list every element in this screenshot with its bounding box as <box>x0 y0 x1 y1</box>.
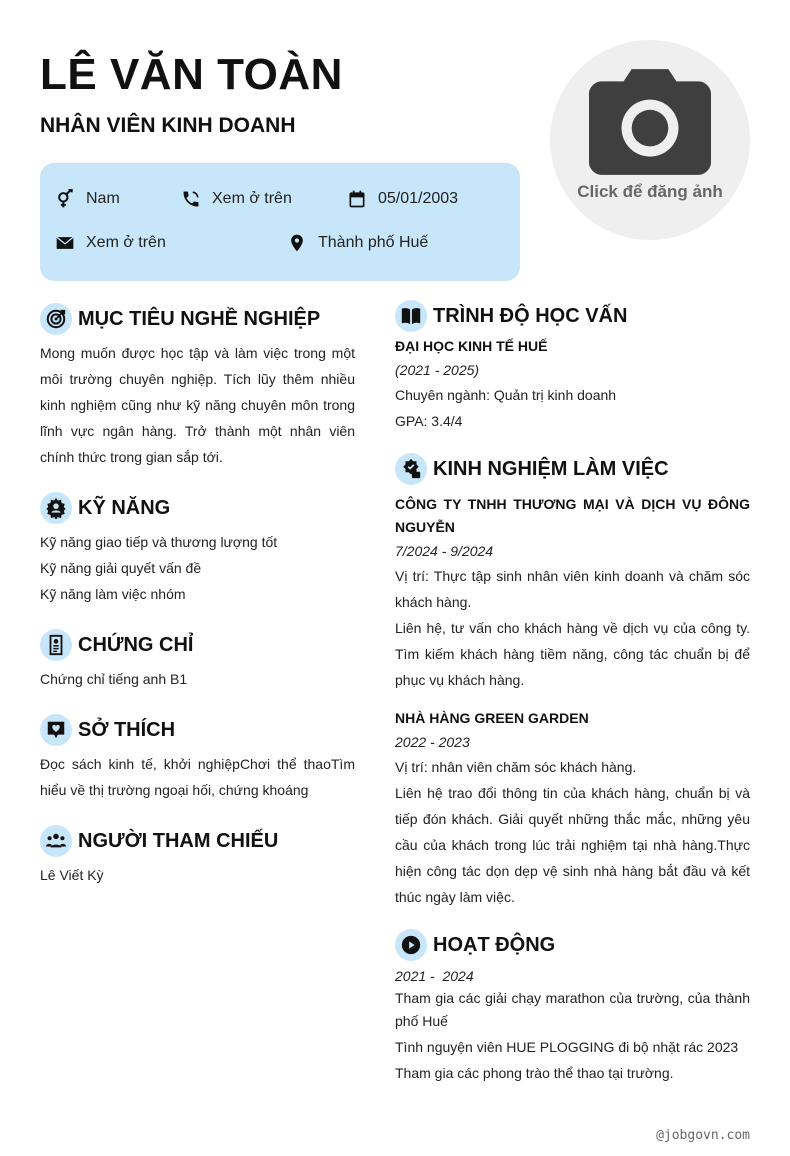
references-heading <box>40 825 278 857</box>
photo-upload-placeholder[interactable] <box>550 40 750 240</box>
job-company: CÔNG TY TNHH THƯƠNG MẠI VÀ DỊCH VỤ ĐÔNG NGUYỄN <box>395 496 750 535</box>
activities-title: HOẠT ĐỘNG <box>433 933 556 956</box>
activities-period: 2021 - 2024 <box>395 968 474 984</box>
play-icon <box>395 929 427 961</box>
activities-heading <box>395 929 555 961</box>
address-value: Thành phố Huế <box>318 234 429 251</box>
phone-icon <box>180 188 202 210</box>
reference-item: Lê Viết Kỳ <box>40 867 104 883</box>
activity-item: Tình nguyện viên HUE PLOGGING đi bộ nhặt rác 2023 <box>395 1039 739 1055</box>
contact-address <box>286 232 428 254</box>
photo-upload-label[interactable]: Click để đăng ảnh <box>577 182 723 201</box>
calendar-icon <box>346 188 368 210</box>
location-pin-icon <box>286 232 308 254</box>
badge-briefcase-icon <box>395 453 427 485</box>
activity-item: Tham gia các giải chạy marathon của trường, của thành phố Huế <box>395 990 750 1029</box>
candidate-name: LÊ VĂN TOÀN <box>40 50 343 99</box>
certificates-title: CHỨNG CHỈ <box>78 633 194 656</box>
education-major: Chuyên ngành: Quản trị kinh doanh <box>395 387 617 403</box>
education-school: ĐẠI HỌC KINH TẾ HUẾ <box>395 338 548 354</box>
heart-message-icon <box>40 714 72 746</box>
hobbies-title: SỞ THÍCH <box>78 718 176 741</box>
hobbies-text: Đọc sách kinh tế, khởi nghiệpChơi thể thaoTìm hiểu về thị trường ngoại hối, chứng khoáng <box>40 756 355 798</box>
skill-item: Kỹ năng giải quyết vấn đề <box>40 560 202 576</box>
phone-value: Xem ở trên <box>212 190 292 207</box>
objective-text: Mong muốn được học tập và làm việc trong một môi trường chuyên nghiệp. Tích lũy thêm nhiều kinh nghiệm cũng như kỹ năng chuyên môn trong lĩnh vực ngân hàng. Trở thành một nhân viên chính thức trong gian sắp tới. <box>40 345 355 465</box>
objective-title: MỤC TIÊU NGHỀ NGHIỆP <box>78 307 321 330</box>
email-value: Xem ở trên <box>86 234 166 251</box>
certificate-icon <box>40 629 72 661</box>
education-heading <box>395 300 627 332</box>
references-title: NGƯỜI THAM CHIẾU <box>78 829 279 852</box>
job-company: NHÀ HÀNG GREEN GARDEN <box>395 710 589 726</box>
gear-person-icon <box>40 492 72 524</box>
contact-phone <box>180 188 292 210</box>
people-icon <box>40 825 72 857</box>
certificate-item: Chứng chỉ tiếng anh B1 <box>40 671 188 687</box>
education-gpa: GPA: 3.4/4 <box>395 413 463 429</box>
footer-watermark: @jobgovn.com <box>656 1128 750 1143</box>
education-title: TRÌNH ĐỘ HỌC VẤN <box>433 304 628 327</box>
gender-icon <box>54 188 76 210</box>
objective-heading <box>40 303 320 335</box>
education-period: (2021 - 2025) <box>395 362 480 378</box>
contact-gender <box>54 188 120 210</box>
job-description: Vị trí: nhân viên chăm sóc khách hàng. Liên hệ trao đổi thông tin của khách hàng, chuẩn bị và tiếp đón khách. Giải quyết những thắc mắc, những yêu cầu của khách trong lúc trải nghiệm tại nhà hàng.Thực hiện công tác dọn dẹp vệ sinh nhà hàng bắt đầu và kết thúc ngày làm việc. <box>395 759 750 905</box>
contact-birthday <box>346 188 458 210</box>
skill-item: Kỹ năng giao tiếp và thương lượng tốt <box>40 534 278 550</box>
experience-title: KINH NGHIỆM LÀM VIỆC <box>433 457 669 480</box>
job-title: NHÂN VIÊN KINH DOANH <box>40 114 296 137</box>
certificates-heading <box>40 629 193 661</box>
job-period: 7/2024 - 9/2024 <box>395 543 494 559</box>
hobbies-heading <box>40 714 175 746</box>
skills-heading <box>40 492 170 524</box>
contact-email <box>54 232 166 254</box>
gender-value: Nam <box>86 190 120 207</box>
birthday-value: 05/01/2003 <box>378 190 459 207</box>
skill-item: Kỹ năng làm việc nhóm <box>40 586 186 602</box>
camera-icon <box>589 68 711 176</box>
contact-info-box <box>40 163 520 281</box>
skills-title: KỸ NĂNG <box>78 496 171 519</box>
envelope-icon <box>54 232 76 254</box>
job-period: 2022 - 2023 <box>395 734 470 750</box>
experience-heading <box>395 453 669 485</box>
target-icon <box>40 303 72 335</box>
activity-item: Tham gia các phong trào thể thao tại trường. <box>395 1065 674 1081</box>
book-icon <box>395 300 427 332</box>
job-description: Vị trí: Thực tập sinh nhân viên kinh doanh và chăm sóc khách hàng. Liên hệ, tư vấn cho khách hàng về dịch vụ của công ty. Tìm kiếm khách hàng tiềm năng, công tác chuẩn bị để phục vụ khách hàng. <box>395 568 750 688</box>
